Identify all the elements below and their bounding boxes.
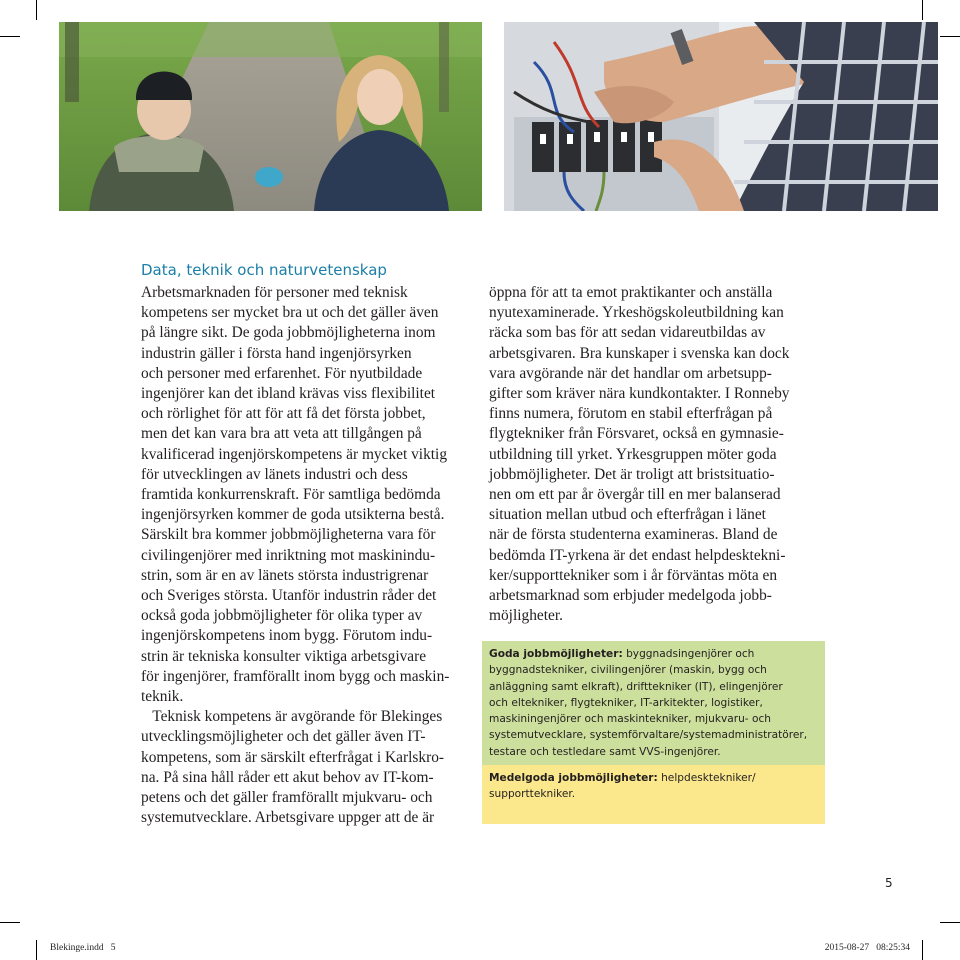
text-line: strin är tekniska konsulter viktiga arbetsgivare — [141, 647, 427, 665]
page-number: 5 — [885, 876, 893, 890]
crop-mark — [0, 36, 20, 37]
text-line: bedömda IT-yrkena är det endast helpdesktekni- — [489, 546, 786, 564]
text-line: men det kan vara bra att veta att tillgången på — [141, 425, 422, 443]
right-text-column — [489, 283, 789, 626]
box-line: testare och testledare samt VVS-ingenjörer. — [489, 745, 721, 758]
box-text: helpdesktekniker/ — [657, 772, 756, 784]
text-line: arbetsmarknad som erbjuder medelgoda jobb- — [489, 587, 772, 605]
text-line: flygtekniker från Försvaret, också en gymnasie- — [489, 425, 784, 443]
box-line: anläggning samt elkraft), drifttekniker (IT), elingenjörer — [489, 680, 783, 693]
text-line: och Sveriges största. Utanför industrin råder det — [141, 587, 437, 605]
good-prospects-box — [482, 641, 825, 765]
text-line: strin, som är en av länets största industrigrenar — [141, 566, 429, 584]
crop-mark — [36, 0, 37, 20]
text-line: Särskilt bra kommer jobbmöjligheterna vara för — [141, 526, 436, 544]
text-line: Teknisk kompetens är avgörande för Blekinges — [141, 708, 443, 726]
text-line: möjligheter. — [489, 607, 563, 625]
text-line: industrin gäller i första hand ingenjörsyrken — [141, 344, 412, 362]
crop-mark — [0, 922, 20, 923]
text-line: vara avgörande när det handlar om arbetsupp- — [489, 364, 772, 382]
crop-mark — [940, 922, 960, 923]
students-photo — [59, 22, 482, 211]
text-line: räcka som bas för att sedan vidareutbildas av — [489, 324, 766, 342]
box-line — [489, 646, 818, 662]
text-line: och rörlighet för att för att få det första jobbet, — [141, 405, 426, 423]
box-line: supporttekniker. — [489, 788, 576, 801]
text-line: utvecklingsmöjligheter och det gäller även IT- — [141, 728, 426, 746]
text-line: systemutvecklare. Arbetsgivare uppger att de är — [141, 809, 435, 827]
text-line: finns numera, förutom en stabil efterfrågan på — [489, 405, 773, 423]
text-line: ker/supporttekniker som i år förväntas möta en — [489, 566, 778, 584]
text-line: ingenjörskompetens inom bygg. Förutom indu- — [141, 627, 433, 645]
text-line: kvalificerad ingenjörskompetens är mycket viktig — [141, 445, 448, 463]
text-line: na. På sina håll råder ett akut behov av IT-kom- — [141, 768, 434, 786]
left-text-column — [141, 283, 449, 828]
box-line: systemutvecklare, systemförvaltare/systemadministratörer, — [489, 729, 808, 742]
slug-timestamp: 2015-08-27 08:25:34 — [824, 943, 910, 953]
text-line: utbildning till yrket. Yrkesgruppen möter goda — [489, 445, 777, 463]
text-line: när de första studenterna examineras. Bland de — [489, 526, 778, 544]
medium-prospects-label: Medelgoda jobbmöjligheter: — [489, 772, 658, 784]
crop-mark — [940, 36, 960, 37]
box-line: maskiningenjörer och maskintekniker, mjukvaru- och — [489, 713, 772, 726]
crop-mark — [36, 940, 37, 960]
crop-mark — [922, 940, 923, 960]
text-line: framtida konkurrenskraft. För samtliga bedömda — [141, 486, 441, 504]
text-line: för ingenjörer, framförallt inom bygg och maskin- — [141, 667, 450, 685]
text-line: öppna för att ta emot praktikanter och anställa — [489, 284, 773, 301]
text-line: på längre sikt. De goda jobbmöjligheterna inom — [141, 324, 436, 342]
text-line: arbetsgivaren. Bra kunskaper i svenska kan dock — [489, 344, 790, 362]
text-line: ingenjörer kan det ibland krävas viss flexibilitet — [141, 385, 436, 403]
text-line: för utvecklingen av länets industri och dess — [141, 465, 408, 483]
text-line: och personer med erfarenhet. För nyutbildade — [141, 364, 423, 382]
text-line: kompetens ser mycket bra ut och det gäller även — [141, 304, 439, 322]
electrician-photo — [504, 22, 938, 211]
slug-file: Blekinge.indd 5 — [50, 943, 116, 953]
crop-mark — [922, 0, 923, 20]
text-line: situation mellan utbud och efterfrågan i länet — [489, 506, 766, 524]
text-line: teknik. — [141, 688, 184, 706]
text-line: jobbmöjligheter. Det är troligt att bristsituatio- — [489, 465, 775, 483]
text-line: gifter som kräver nära kundkontakter. I Ronneby — [489, 385, 790, 403]
box-text: byggnadsingenjörer och — [622, 648, 755, 660]
text-line: nen om ett par år övergår till en mer balanserad — [489, 486, 781, 504]
medium-prospects-box — [482, 765, 825, 824]
text-line: Arbetsmarknaden för personer med teknisk — [141, 284, 408, 301]
text-line: nyutexaminerade. Yrkeshögskoleutbildning kan — [489, 304, 784, 322]
box-line: byggnadstekniker, civilingenjörer (maskin, bygg och — [489, 664, 767, 677]
text-line: ingenjörsyrken kommer de goda utsikterna bestå. — [141, 506, 445, 524]
section-heading: Data, teknik och naturvetenskap — [141, 261, 387, 279]
text-line: petens och det gäller framförallt mjukvaru- och — [141, 789, 433, 807]
box-line: och eltekniker, flygtekniker, IT-arkitekter, logistiker, — [489, 696, 763, 709]
text-line: kompetens, som är särskilt efterfrågat i Karlskro- — [141, 748, 445, 766]
text-line: också goda jobbmöjligheter för olika typer av — [141, 607, 423, 625]
text-line: civilingenjörer med inriktning mot maskinindu- — [141, 546, 436, 564]
good-prospects-label: Goda jobbmöjligheter: — [489, 648, 623, 660]
box-line — [489, 770, 818, 786]
